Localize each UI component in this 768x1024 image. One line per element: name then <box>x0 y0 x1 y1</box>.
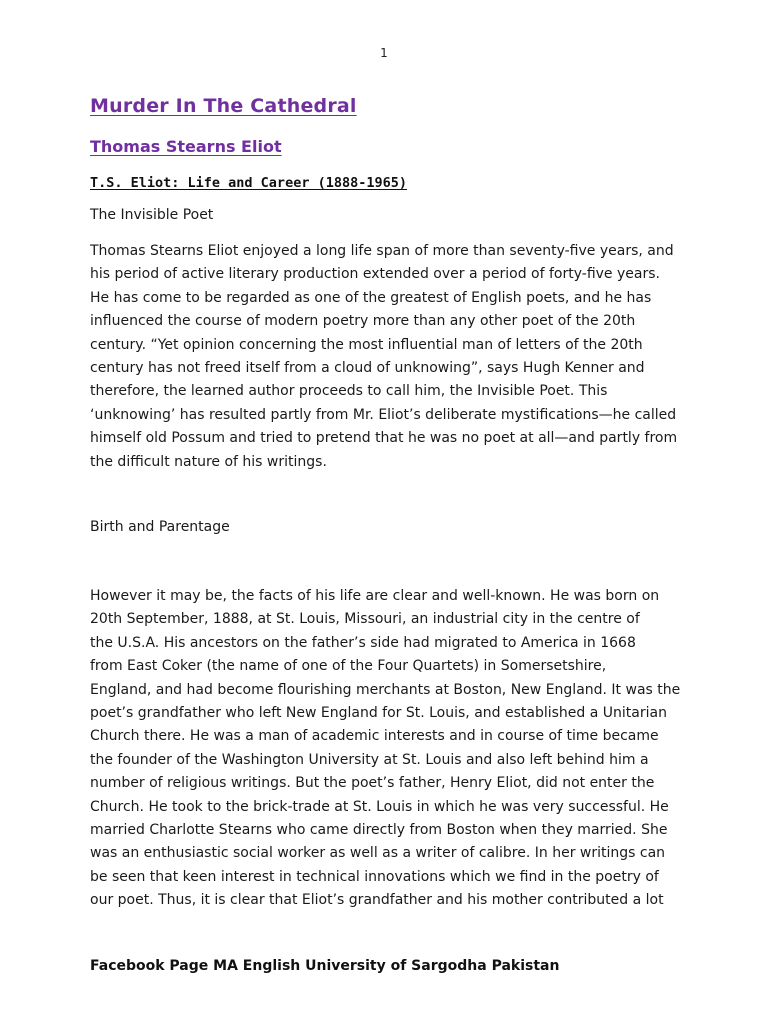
birth-parentage-heading: Birth and Parentage <box>90 519 230 535</box>
text-line: number of religious writings. But the poet’s father, Henry Eliot, did not enter the <box>90 775 655 792</box>
text-line: his period of active literary production extended over a period of forty-five years. <box>90 266 660 283</box>
page-number: 1 <box>380 46 388 60</box>
section-heading: T.S. Eliot: Life and Career (1888-1965) <box>90 175 407 191</box>
document-title: Murder In The Cathedral <box>90 95 357 117</box>
text-line: Thomas Stearns Eliot enjoyed a long life span of more than seventy-five years, and <box>90 243 674 259</box>
paragraph-invisible-poet <box>90 240 690 474</box>
text-line: Church. He took to the brick-trade at St. Louis in which he was very successful. He <box>90 798 669 815</box>
text-line: century. “Yet opinion concerning the most influential man of letters of the 20th <box>90 336 643 353</box>
text-line: England, and had become flourishing merchants at Boston, New England. It was the <box>90 681 681 698</box>
text-line: influenced the course of modern poetry more than any other poet of the 20th <box>90 313 636 330</box>
invisible-poet-heading: The Invisible Poet <box>90 207 214 223</box>
text-line: be seen that keen interest in technical innovations which we find in the poetry of <box>90 868 659 885</box>
text-line: However it may be, the facts of his life are clear and well-known. He was born on <box>90 588 660 604</box>
text-line: poet’s grandfather who left New England for St. Louis, and established a Unitarian <box>90 705 667 722</box>
text-line: was an enthusiastic social worker as well as a writer of calibre. In her writings can <box>90 845 666 862</box>
author-name: Thomas Stearns Eliot <box>90 137 282 156</box>
text-line: married Charlotte Stearns who came directly from Boston when they married. She <box>90 822 668 839</box>
text-line: ‘unknowing’ has resulted partly from Mr. Eliot’s deliberate mystifications—he called <box>90 406 677 423</box>
text-line: century has not freed itself from a cloud of unknowing”, says Hugh Kenner and <box>90 360 645 377</box>
text-line: the U.S.A. His ancestors on the father’s side had migrated to America in 1668 <box>90 634 636 651</box>
text-line: himself old Possum and tried to pretend that he was no poet at all—and partly from <box>90 430 678 447</box>
text-line: the difficult nature of his writings. <box>90 453 327 470</box>
text-line: therefore, the learned author proceeds to call him, the Invisible Poet. This <box>90 383 608 400</box>
text-line: our poet. Thus, it is clear that Eliot’s grandfather and his mother contributed a lot <box>90 892 664 909</box>
text-line: He has come to be regarded as one of the greatest of English poets, and he has <box>90 289 652 306</box>
text-line: 20th September, 1888, at St. Louis, Missouri, an industrial city in the centre of <box>90 611 640 628</box>
text-line: the founder of the Washington University at St. Louis and also left behind him a <box>90 751 649 768</box>
text-line: from East Coker (the name of one of the Four Quartets) in Somersetshire, <box>90 658 607 675</box>
text-line: Church there. He was a man of academic interests and in course of time became <box>90 728 659 745</box>
page-footer: Facebook Page MA English University of Sargodha Pakistan <box>90 958 560 974</box>
paragraph-birth-parentage <box>90 585 690 913</box>
